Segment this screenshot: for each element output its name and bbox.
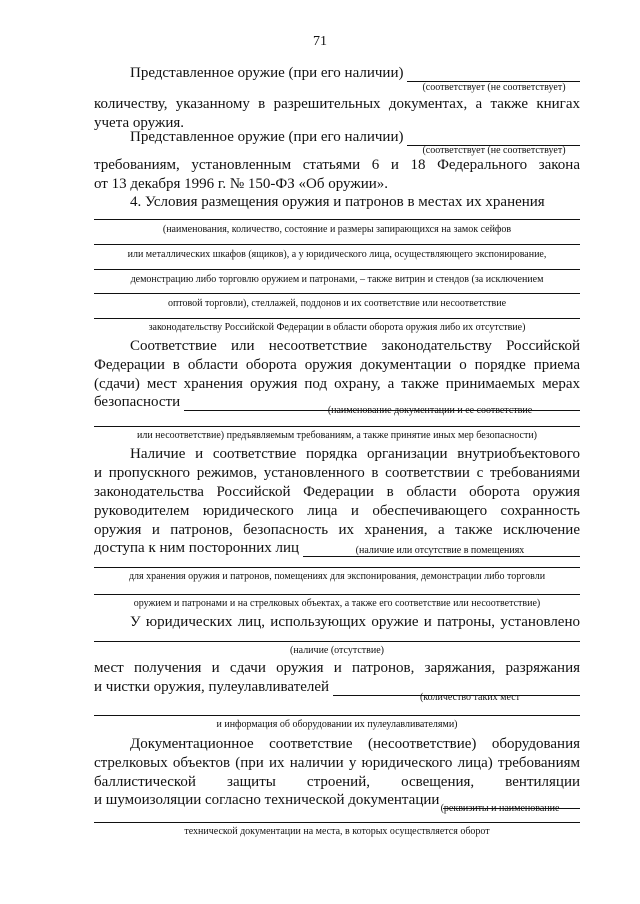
field-caption: (наименование документации и ее соответствие xyxy=(327,405,533,416)
text-line-label: Представленное оружие (при его наличии) xyxy=(130,65,404,81)
field-caption: и информация об оборудовании их пулеулавливателями) xyxy=(216,719,458,730)
text-line: У юридических лиц, использующих оружие и патроны, установлено xyxy=(130,614,580,630)
text-line-label: и шумоизоляции согласно технической документации xyxy=(94,792,440,808)
text-line: от 13 декабря 1996 г. № 150-ФЗ «Об оружии». xyxy=(94,176,389,192)
text-line: мест получения и сдачи оружия и патронов, заряжания, разряжания xyxy=(94,660,580,676)
field-caption: демонстрацию либо торговлю оружием и патронами, – также витрин и стендов (за исключением xyxy=(130,274,544,285)
text-line: оружия и патронов, безопасность их хранения, а также исключение xyxy=(94,522,580,538)
fill-in-line xyxy=(94,822,580,823)
text-line: Соответствие или несоответствие законодательству Российской xyxy=(130,338,580,354)
text-line: Федерации в области оборота оружия документации о порядке приема xyxy=(94,357,580,373)
field-caption: технической документации на места, в которых осуществляется оборот xyxy=(184,826,490,837)
field-caption: для хранения оружия и патронов, помещениях для экспонирования, демонстрации либо торговли xyxy=(128,571,546,582)
fill-in-line xyxy=(94,641,580,642)
text-line: и пропускного режимов, установленного в соответствии с требованиями xyxy=(94,465,580,481)
fill-in-blank xyxy=(407,68,580,82)
field-caption: (наименования, количество, состояние и размеры запирающихся на замок сейфов xyxy=(162,224,512,235)
fill-in-line xyxy=(94,244,580,245)
field-caption: или несоответствие) предъявляемым требованиям, а также принятие иных мер безопасности) xyxy=(136,430,537,441)
field-caption: или металлических шкафов (ящиков), а у юридического лица, осуществляющего экспонирование, xyxy=(127,249,547,260)
fill-in-line xyxy=(94,318,580,319)
field-caption: законодательству Российской Федерации в области оборота оружия либо их отсутствие) xyxy=(148,322,526,333)
fill-in-line xyxy=(94,426,580,427)
text-line-label: Представленное оружие (при его наличии) xyxy=(130,129,404,145)
text-line: баллистической защиты строений, освещения, вентиляции xyxy=(94,774,580,790)
text-line: (сдачи) мест хранения оружия под охрану, а также принимаемых мерах xyxy=(94,376,580,392)
fill-in-line xyxy=(94,567,580,568)
fill-in-line xyxy=(94,594,580,595)
fill-in-line xyxy=(94,293,580,294)
section-heading: 4. Условия размещения оружия и патронов в местах их хранения xyxy=(130,194,545,210)
text-line: количеству, указанному в разрешительных документах, а также книгах xyxy=(94,96,580,112)
text-line: учета оружия. xyxy=(94,115,184,131)
text-line-label: доступа к ним посторонних лиц xyxy=(94,540,300,556)
text-line: законодательства Российской Федерации в области оборота оружия xyxy=(94,484,580,500)
field-caption: (соответствует (не соответствует) xyxy=(422,82,566,93)
text-line: руководителем юридического лица и обеспечивающего сохранность xyxy=(94,503,580,519)
field-caption: оптовой торговли), стеллажей, поддонов и их соответствие или несоответствие xyxy=(167,298,507,309)
text-line: стрелковых объектов (при их наличии у юридического лица) требованиям xyxy=(94,755,580,771)
field-caption: (соответствует (не соответствует) xyxy=(422,145,566,156)
fill-in-line xyxy=(94,269,580,270)
fill-in-line xyxy=(94,715,580,716)
text-line: Наличие и соответствие порядка организации внутриобъектового xyxy=(130,446,580,462)
text-line-label: безопасности xyxy=(94,394,181,410)
field-caption: (количество таких мест xyxy=(419,692,521,703)
field-caption: оружием и патронами и на стрелковых объектах, а также его соответствие или несоответствие) xyxy=(133,598,541,609)
text-line xyxy=(130,64,580,82)
fill-in-blank xyxy=(407,132,580,146)
fill-in-line xyxy=(94,219,580,220)
text-line-label: и чистки оружия, пулеулавливателей xyxy=(94,679,330,695)
field-caption: (наличие (отсутствие) xyxy=(289,645,384,656)
page-number: 71 xyxy=(313,34,327,49)
text-line xyxy=(130,128,580,146)
text-line: требованиям, установленным статьями 6 и 18 Федерального закона xyxy=(94,157,580,173)
field-caption: (наличие или отсутствие в помещениях xyxy=(355,545,525,556)
field-caption: (реквизиты и наименование xyxy=(440,803,560,814)
text-line: Документационное соответствие (несоответствие) оборудования xyxy=(130,736,580,752)
